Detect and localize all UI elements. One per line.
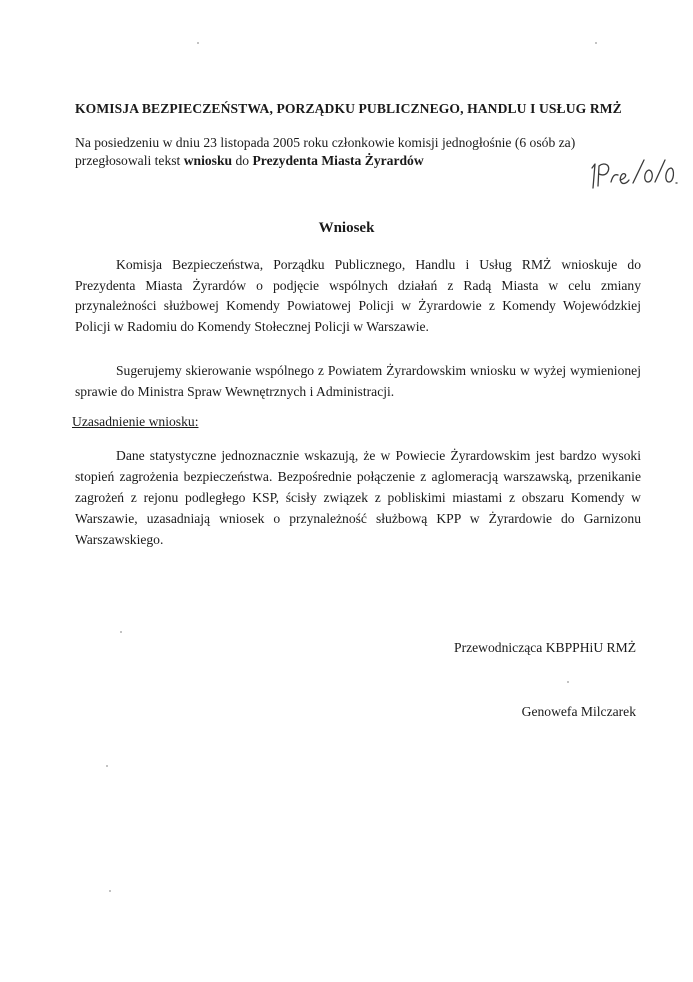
justification-heading: Uzasadnienie wniosku: bbox=[72, 414, 199, 429]
justification-paragraph: Dane statystyczne jednoznacznie wskazują, że w Powiecie Żyrardowskim jest bardzo wysoki stopień zagrożenia bezpieczeństwa. Bezpośrednie połączenie z aglomeracją warszawską, przenikanie zagrożeń z rejonu podległego KSP, ścisły związek z pobliskimi miastami z obszaru Komendy w Warszawie, uzasadniają wniosek o przynależność służbową KPP w Żyrardowie do Garnizonu Warszawskiego. bbox=[75, 448, 641, 547]
scan-speck bbox=[120, 631, 122, 633]
scan-speck bbox=[109, 890, 111, 892]
intro-addressee: Prezydenta Miasta Żyrardów bbox=[252, 153, 424, 168]
suggestion-paragraph: Sugerujemy skierowanie wspólnego z Powiatem Żyrardowskim wniosku w wyżej wymienionej sprawie do Ministra Spraw Wewnętrznych i Administracji. bbox=[75, 363, 641, 399]
intro-line-2-text: przegłosowali tekst bbox=[75, 153, 184, 168]
scan-speck bbox=[106, 765, 108, 767]
intro-line-1: Na posiedzeniu w dniu 23 listopada 2005 roku członkowie komisji jednogłośnie (6 osób za) bbox=[75, 135, 576, 150]
redacted-signature-area bbox=[480, 664, 640, 692]
scan-speck bbox=[197, 42, 199, 44]
document-heading: Wniosek bbox=[318, 220, 375, 236]
scan-speck bbox=[567, 681, 569, 683]
scan-speck bbox=[595, 42, 597, 44]
committee-title: KOMISJA BEZPIECZEŃSTWA, PORZĄDKU PUBLICZNEGO, HANDLU I USŁUG RMŻ bbox=[75, 101, 622, 116]
signatory-name: Genowefa Milczarek bbox=[521, 704, 636, 719]
motion-paragraph: Komisja Bezpieczeństwa, Porządku Publicznego, Handlu i Usług RMŻ wnioskuje do Prezydenta Miasta Żyrardów o podjęcie wspólnych działań z Radą Miasta w celu zmiany przynależności służbowej Komendy Powiatowej Policji w Żyrardowie z Komendy Wojewódzkiej Policji w Radomiu do Komendy Stołecznej Policji w Warszawie. bbox=[75, 257, 641, 334]
meeting-intro bbox=[75, 134, 635, 170]
signatory-title: Przewodnicząca KBPPHiU RMŻ bbox=[454, 640, 636, 655]
intro-line-2-middle: do bbox=[232, 153, 253, 168]
intro-motion-word: wniosku bbox=[183, 153, 233, 168]
handwritten-annotation bbox=[586, 152, 678, 192]
